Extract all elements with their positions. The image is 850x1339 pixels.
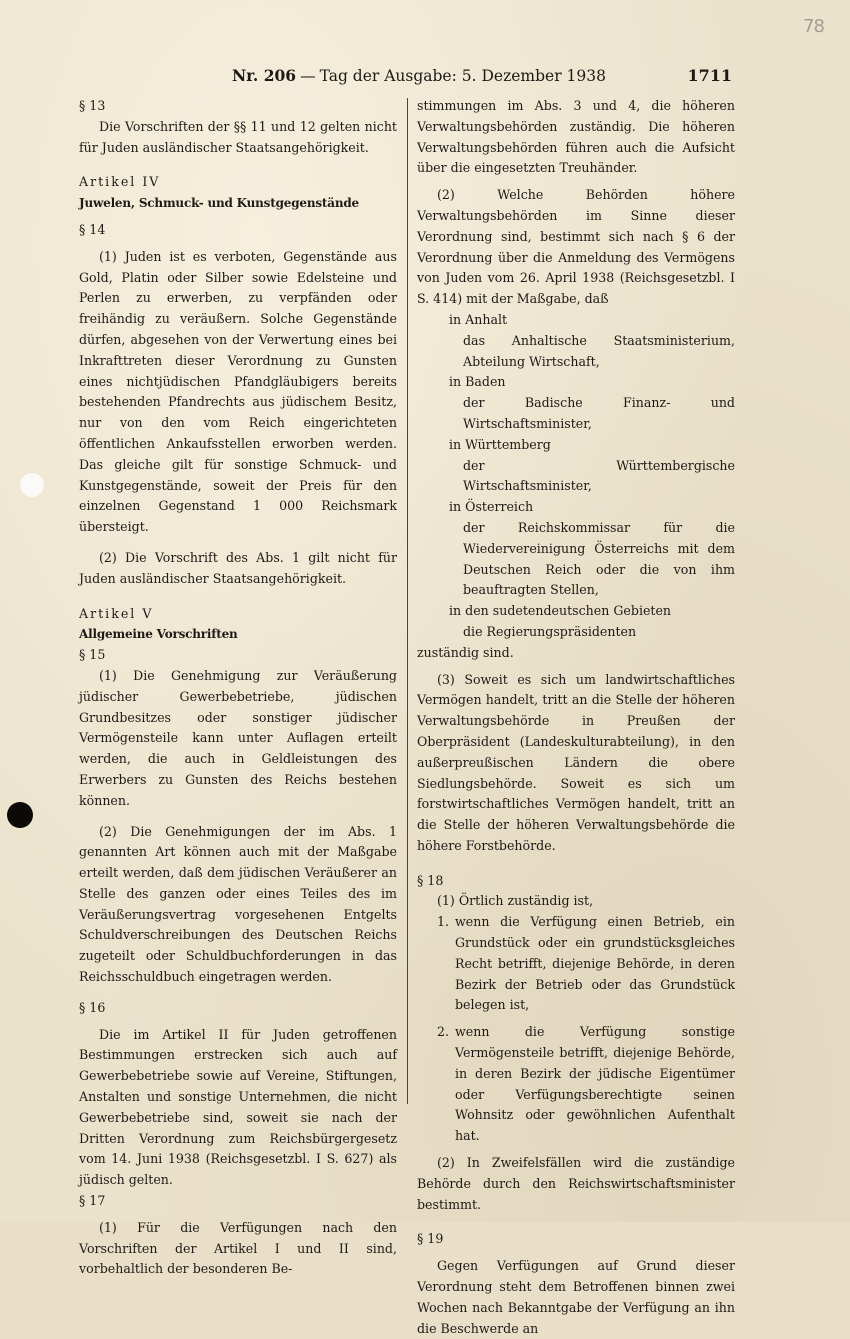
- list-number: 2.: [436, 1024, 449, 1040]
- paragraph: (1) Juden ist es verboten, Gegenstände aus Gold, Platin oder Silber sowie Edelsteine und Perlen zu erwerben, zu verpfänden oder freihändig zu veräußern. Solche Gegenstände dürfen, abgesehen von der Verwertung eines bei Inkrafttreten dieser Verordnung zu Gunsten eines nichtjüdischen Pfandgläubigers bereits bestehenden Pfandrechts aus jüdischem Besitz, nur von den vom Reich eingerichteten öffentlichen Ankaufsstellen erworben werden. Das gleiche gilt für sonstige Schmuck- und Kunstgegenstände, soweit der Preis für den einzelnen Gegenstand 1 000 Reichsmark übersteigt.: [79, 248, 397, 535]
- section-title: § 19: [417, 1231, 444, 1247]
- article-heading: Juwelen, Schmuck- und Kunstgegenstände: [79, 196, 359, 211]
- left-column: [79, 96, 397, 1280]
- paragraph: (2) Die Vorschrift des Abs. 1 gilt nicht für Juden ausländischer Staatsangehörigkeit.: [79, 549, 397, 586]
- paragraph: stimmungen im Abs. 3 und 4, die höheren Verwaltungsbehörden zuständig. Die höheren Verwaltungsbehörden führen auch die Aufsicht über die eingesetzten Treuhänder.: [417, 98, 735, 176]
- article-heading: Allgemeine Vorschriften: [79, 627, 238, 642]
- state-name: in Österreich: [449, 499, 534, 515]
- header-left: [232, 66, 606, 85]
- list-text: wenn die Verfügung sonstige Vermögensteile betrifft, diejenige Behörde, in deren Bezirk der jüdische Eigentümer oder Verfügungsberechtigte seinen Wohnsitz oder gewöhnlichen Aufenthalt hat.: [455, 1024, 735, 1144]
- paragraph: (1) Für die Verfügungen nach den Vorschriften der Artikel I und II sind, vorbehaltlich der besonderen Be-: [79, 1219, 397, 1277]
- header-dash: —: [300, 67, 316, 85]
- paragraph: (3) Soweit es sich um landwirtschaftliches Vermögen handelt, tritt an die Stelle der höheren Verwaltungsbehörde in Preußen der Oberpräsident (Landeskulturabteilung), in den außerpreußischen Ländern die obere Siedlungsbehörde. Soweit es sich um forstwirtschaftliches Vermögen handelt, tritt an die Stelle der höheren Verwaltungsbehörde die höhere Forstbehörde.: [417, 671, 735, 853]
- right-column: [417, 96, 735, 1339]
- paragraph: zuständig sind.: [417, 644, 514, 660]
- section-title: § 16: [79, 999, 106, 1015]
- column-divider: [407, 98, 408, 1104]
- section-title: § 17: [79, 1193, 106, 1209]
- state-name: in Baden: [449, 374, 506, 390]
- punch-hole: [20, 473, 44, 497]
- authority-name: die Regierungspräsidenten: [463, 623, 637, 639]
- pencil-annotation: 78: [803, 16, 824, 37]
- page-number: 1711: [687, 66, 732, 85]
- state-name: in den sudetendeutschen Gebieten: [449, 603, 672, 619]
- article-label: Artikel V: [79, 605, 154, 621]
- page-header: [232, 66, 732, 88]
- paragraph: (2) Welche Behörden höhere Verwaltungsbehörden im Sinne dieser Verordnung sind, bestimmt sich nach § 6 der Verordnung über die Anmeldung des Vermögens von Juden vom 26. April 1938 (Reichsgesetzbl. I S. 414) mit der Maßgabe, daß: [417, 187, 735, 307]
- section-title: § 18: [417, 872, 444, 888]
- list-text: wenn die Verfügung einen Betrieb, ein Grundstück oder ein grundstücksgleiches Recht betrifft, diejenige Behörde, in deren Bezirk der Betrieb oder das Grundstück belegen ist,: [455, 914, 735, 1013]
- authority-name: das Anhaltische Staatsministerium, Abteilung Wirtschaft,: [463, 332, 735, 369]
- section-title: § 15: [79, 647, 106, 663]
- section-title: § 14: [79, 221, 106, 237]
- paragraph: (2) Die Genehmigungen der im Abs. 1 genannten Art können auch mit der Maßgabe erteilt werden, daß dem jüdischen Veräußerer an Stelle des ganzen oder eines Teiles des im Veräußerungsvertrag vorgesehenen Entgelts Schuldverschreibungen des Deutschen Reichs zugeteilt oder Schuldbuchforderungen in das Reichsschuldbuch eingetragen werden.: [79, 823, 397, 985]
- section-title: § 13: [79, 98, 106, 113]
- list-item: [417, 1022, 735, 1147]
- paragraph: Die im Artikel II für Juden getroffenen Bestimmungen erstrecken sich auch auf Gewerbebetriebe sowie auf Vereine, Stiftungen, Anstalten und sonstige Unternehmen, die nicht Gewerbebetriebe sind, soweit sie nach der Dritten Verordnung zum Reichsbürgergesetz vom 14. Juni 1938 (Reichsgesetzbl. I S. 627) als jüdisch gelten.: [79, 1026, 397, 1188]
- paragraph: (2) In Zweifelsfällen wird die zuständige Behörde durch den Reichswirtschaftsminister bestimmt.: [417, 1155, 735, 1212]
- article-label: Artikel IV: [79, 174, 161, 190]
- issue-number: Nr. 206: [232, 66, 297, 85]
- paragraph: Gegen Verfügungen auf Grund dieser Verordnung steht dem Betroffenen binnen zwei Wochen nach Bekanntgabe der Verfügung an ihn die Beschwerde an: [417, 1258, 735, 1336]
- state-name: in Württemberg: [449, 436, 551, 452]
- authority-name: der Reichskommissar für die Wiedervereinigung Österreichs mit dem Deutschen Reich oder die von ihm beauftragten Stellen,: [463, 519, 735, 598]
- state-name: in Anhalt: [449, 311, 508, 327]
- paragraph: (1) Örtlich zuständig ist,: [437, 893, 594, 909]
- paragraph: (1) Die Genehmigung zur Veräußerung jüdischer Gewerbebetriebe, jüdischen Grundbesitzes oder sonstiger jüdischer Vermögensteile kann unter Auflagen erteilt werden, die auch in Geldleistungen des Erwerbers zu Gunsten des Reichs bestehen können.: [79, 667, 397, 808]
- issue-date: Tag der Ausgabe: 5. Dezember 1938: [319, 67, 606, 85]
- paragraph: Die Vorschriften der §§ 11 und 12 gelten nicht für Juden ausländischer Staatsangehörigkeit.: [79, 118, 397, 155]
- list-number: 1.: [436, 914, 449, 930]
- punch-hole: [7, 802, 33, 828]
- authority-name: der Badische Finanz- und Wirtschaftsminister,: [463, 395, 735, 431]
- authority-name: der Württembergische Wirtschaftsminister,: [463, 457, 735, 494]
- list-item: [417, 912, 735, 1016]
